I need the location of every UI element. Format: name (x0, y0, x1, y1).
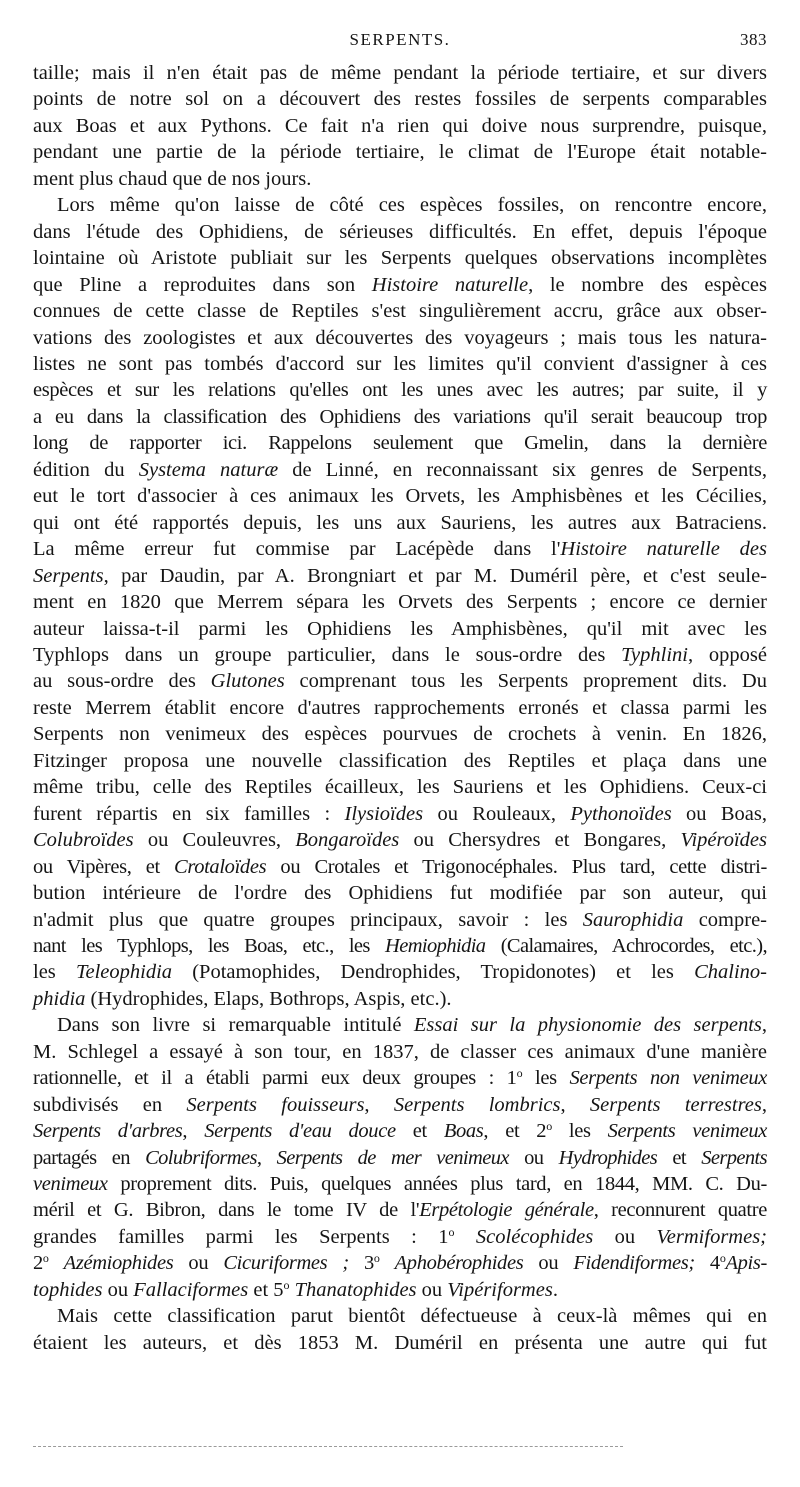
text-line: qui ont été rapportés depuis, les uns aux Sauriens, les autres aux Batraciens. (33, 511, 767, 534)
text-line: a eu dans la classification des Ophidiens des variations qu'il serait beaucoup trop (33, 405, 767, 428)
text-line: M. Schlegel a essayé à son tour, en 1837, de classer ces animaux d'une manière (33, 1040, 767, 1063)
text-line: 2$^o$ Azémiophides ou Cicuriformes ; 3$^o$ Aphobérophides ou Fidendiformes; 4$^o$Apis- (33, 1251, 768, 1275)
text-line: rationnelle, et il a établi parmi eux deux groupes : 1$^o$ les Serpents non venimeux (33, 1066, 767, 1090)
text-line: Serpents non venimeux des espèces pourvues de crochets à venin. En 1826, (33, 723, 767, 746)
text-line: vations des zoologistes et aux découvertes des voyageurs ; mais tous les natura- (33, 326, 767, 349)
text-line: méril et G. Bibron, dans le tome IV de l'Erpétologie générale, reconnurent quatre (33, 1199, 767, 1222)
text-line: furent répartis en six familles : Ilysioïdes ou Rouleaux, Pythonoïdes ou Boas, (33, 802, 768, 825)
text-line: les Teleophidia (Potamophides, Dendrophides, Tropidonotes) et les Chalino- (33, 961, 767, 984)
text-line: même tribu, celle des Reptiles écailleux, les Sauriens et les Ophidiens. Ceux-ci (33, 776, 767, 799)
text-line: phidia (Hydrophides, Elaps, Bothrops, Aspis, etc.). (33, 987, 452, 1010)
paragraph-4 (33, 1303, 767, 1356)
text-line: aux Boas et aux Pythons. Ce fait n'a rien qui doive nous surprendre, puisque, (33, 114, 767, 137)
text-line: Typhlops dans un groupe particulier, dans le sous-ordre des Typhlini, opposé (33, 643, 767, 666)
text-line: venimeux proprement dits. Puis, quelques années plus tard, en 1844, MM. C. Du- (33, 1173, 767, 1196)
text-line: points de notre sol on a découvert des restes fossiles de serpents comparables (33, 88, 767, 111)
text-line: étaient les auteurs, et dès 1853 M. Duméril en présenta une autre qui fut (33, 1331, 767, 1354)
text-line: taille; mais il n'en était pas de même pendant la période tertiaire, et sur divers (33, 62, 767, 84)
running-head (33, 26, 767, 60)
paragraph-3 (33, 1012, 767, 1303)
text-line: connues de cette classe de Reptiles s'est singulièrement accru, grâce aux obser- (33, 300, 767, 323)
text-line: La même erreur fut commise par Lacépède dans l'Histoire naturelle des (33, 538, 767, 561)
page-number: 383 (740, 30, 767, 49)
running-title: SERPENTS. (349, 30, 451, 49)
text-line: Serpents d'arbres, Serpents d'eau douce et Boas, et 2$^o$ les Serpents venimeux (33, 1119, 767, 1143)
text-line: Dans son livre si remarquable intitulé Essai sur la physionomie des serpents, (57, 1014, 767, 1037)
footnote-rule (33, 1446, 623, 1447)
text-line: espèces et sur les relations qu'elles ont les unes avec les autres; par suite, il y (33, 379, 767, 402)
text-line: lointaine où Aristote publiait sur les Serpents quelques observations incomplètes (33, 247, 767, 270)
paragraph-1 (33, 60, 767, 192)
text-line: dans l'étude des Ophidiens, de sérieuses difficultés. En effet, depuis l'époque (33, 220, 767, 243)
text-line: subdivisés en Serpents fouisseurs, Serpents lombrics, Serpents terrestres, (33, 1093, 767, 1116)
text-line: grandes familles parmi les Serpents : 1$^o$ Scolécophides ou Vermiformes; (33, 1224, 768, 1248)
text-line: reste Merrem établit encore d'autres rapprochements erronés et classa parmi les (33, 696, 767, 719)
text-line: édition du Systema naturæ de Linné, en reconnaissant six genres de Serpents, (33, 458, 767, 481)
text-line: n'admit plus que quatre groupes principaux, savoir : les Saurophidia compre- (33, 908, 767, 931)
text-line: listes ne sont pas tombés d'accord sur les limites qu'il convient d'assigner à ces (33, 352, 767, 375)
page (33, 26, 767, 1356)
text-line: nant les Typhlops, les Boas, etc., les Hemiophidia (Calamaires, Achrocordes, etc.), (33, 934, 767, 957)
text-line: au sous-ordre des Glutones comprenant tous les Serpents proprement dits. Du (33, 670, 767, 693)
text-line: que Pline a reproduites dans son Histoire naturelle, le nombre des espèces (33, 273, 768, 296)
text-line: eut le tort d'associer à ces animaux les Orvets, les Amphisbènes et les Cécilies, (33, 485, 767, 508)
text-line: ment plus chaud que de nos jours. (33, 167, 312, 190)
text-line: ou Vipères, et Crotaloïdes ou Crotales et Trigonocéphales. Plus tard, cette distri- (33, 855, 767, 878)
text-line: tophides ou Fallaciformes et 5$^o$ Thanatophides ou Vipériformes. (33, 1277, 558, 1301)
text-line: Lors même qu'on laisse de côté ces espèces fossiles, on rencontre encore, (57, 194, 767, 217)
text-line: ment en 1820 que Merrem sépara les Orvets des Serpents ; encore ce dernier (33, 591, 767, 614)
text-line: auteur laissa-t-il parmi les Ophidiens les Amphisbènes, qu'il mit avec les (33, 617, 767, 640)
text-line: Fitzinger proposa une nouvelle classification des Reptiles et plaça dans une (33, 749, 767, 772)
text-line: Colubroïdes ou Couleuvres, Bongaroïdes ou Chersydres et Bongares, Vipéroïdes (33, 829, 767, 852)
text-line: long de rapporter ici. Rappelons seulement que Gmelin, dans la dernière (33, 432, 767, 455)
paragraph-2 (33, 192, 767, 1012)
text-line: pendant une partie de la période tertiaire, le climat de l'Europe était notable- (33, 141, 767, 164)
text-line: bution intérieure de l'ordre des Ophidiens fut modifiée par son auteur, qui (33, 882, 767, 905)
text-line: partagés en Colubriformes, Serpents de mer venimeux ou Hydrophides et Serpents (33, 1146, 768, 1169)
text-line: Serpents, par Daudin, par A. Brongniart et par M. Duméril père, et c'est seule- (33, 564, 767, 587)
text-line: Mais cette classification parut bientôt défectueuse à ceux-là mêmes qui en (57, 1305, 767, 1328)
